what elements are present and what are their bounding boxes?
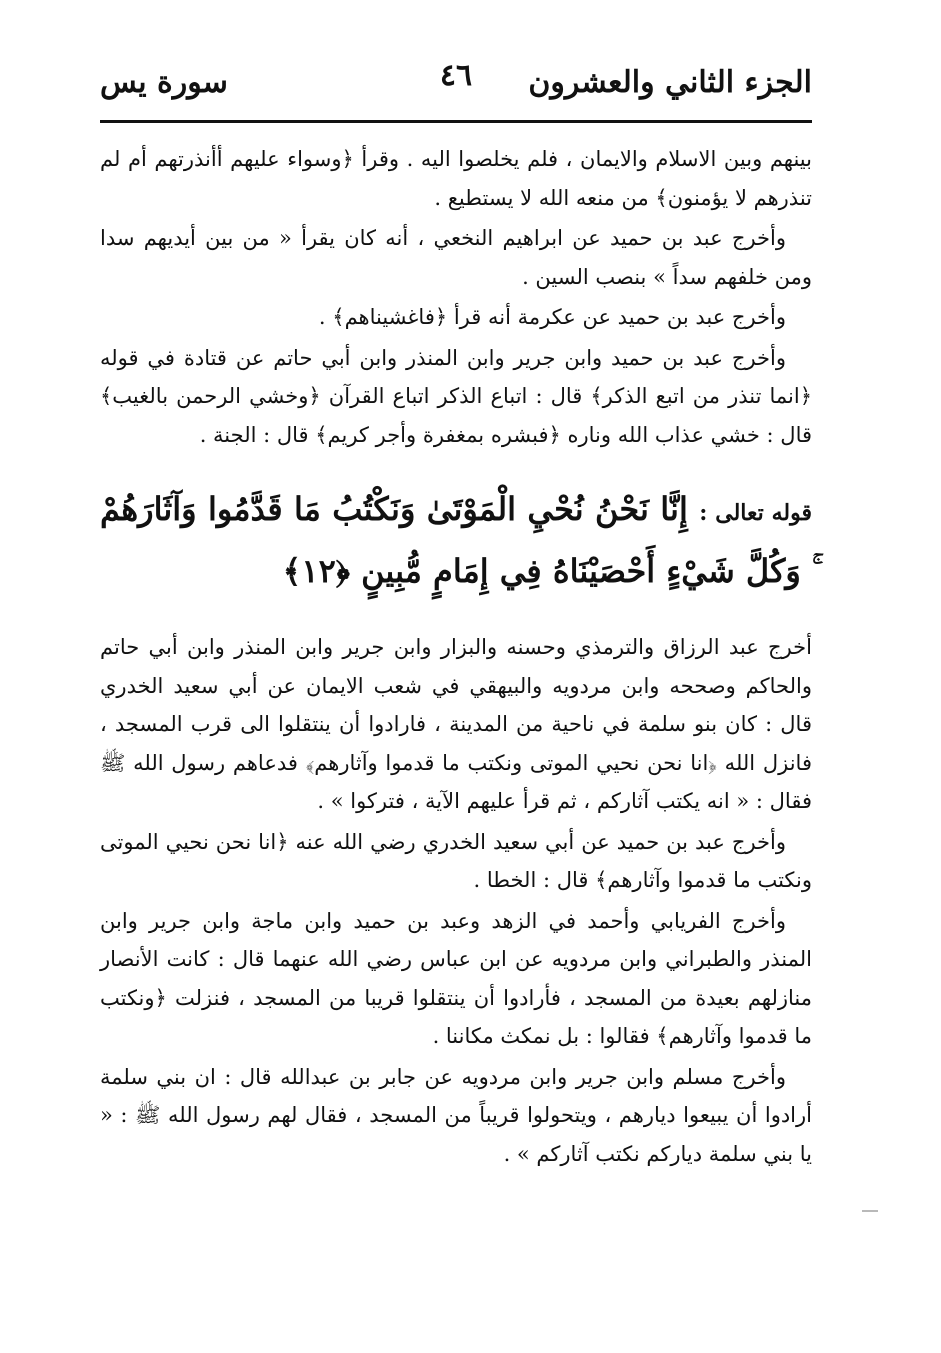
page-number: ٤٦ (439, 58, 473, 93)
part-title: الجزء الثاني والعشرون (528, 64, 812, 100)
paragraph: وأخرج الفريابي وأحمد في الزهد وعبد بن حميد وابن ماجة وابن جرير وابن المنذر والطبراني وابن مردويه عن ابن عباس رضي الله عنهما قال : كانت الأنصار منازلهم بعيدة من المسجد ، فأرادوا أن ينتقلوا قريبا من المسجد ، فنزلت ﴿ونكتب ما قدموا وآثارهم﴾ فقالوا : بل نمكث مكاننا . (100, 908, 812, 1048)
paragraph: أخرج عبد الرزاق والترمذي وحسنه والبزار وابن جرير وابن المنذر وابن أبي حاتم والحاكم وصححه وابن مردويه والبيهقي في شعب الايمان عن أبي سعيد الخدري قال : كان بنو سلمة في ناحية من المدينة ، فارادوا أن ينتقلوا الى قرب المسجد ، فانزل الله ﴿انا نحن نحيي الموتى ونكتب ما قدموا وآثارهم﴾ فدعاهم رسول الله ﷺ فقال : « انه يكتب آثاركم ، ثم قرأ عليهم الآية ، فتركوا » . (100, 635, 812, 813)
verse-lead: قوله تعالى : (699, 500, 812, 526)
paragraph: وأخرج عبد بن حميد عن ابراهيم النخعي ، أنه كان يقرأ « من بين أيديهم سدا ومن خلفهم سداً » بنصب السين . (100, 226, 812, 289)
paragraph: وأخرج مسلم وابن جرير وابن مردويه عن جابر بن عبدالله قال : ان بني سلمة أرادوا أن يبيعوا ديارهم ، ويتحولوا قريباً من المسجد ، فقال لهم رسول الله ﷺ : « يا بني سلمة دياركم نكتب آثاركم » . (100, 1064, 812, 1166)
page-body (100, 140, 812, 1175)
paragraph: بينهم وبين الاسلام والايمان ، فلم يخلصوا اليه . وقرأ ﴿وسواء عليهم أأنذرتهم أم لم تنذرهم لا يؤمنون﴾ من منعه الله لا يستطيع . (100, 147, 812, 210)
page-header (100, 52, 812, 112)
verse-text: إِنَّا نَحْنُ نُحْيِ الْمَوْتَىٰ وَنَكْتُبُ مَا قَدَّمُوا وَآثَارَهُمْ ۚ وَكُلَّ شَيْءٍ أَحْصَيْنَاهُ فِي إِمَامٍ مُّبِينٍ ﴿١٢﴾ (100, 490, 812, 590)
paragraph: وأخرج عبد بن حميد وابن جرير وابن المنذر وابن أبي حاتم عن قتادة في قوله ﴿انما تنذر من اتبع الذكر﴾ قال : اتباع الذكر اتباع القرآن ﴿وخشي الرحمن بالغيب﴾ قال : خشي عذاب الله وناره ﴿فبشره بمغفرة وأجر كريم﴾ قال : الجنة . (100, 345, 812, 447)
quran-verse (100, 480, 812, 600)
paragraph: وأخرج عبد بن حميد عن أبي سعيد الخدري رضي الله عنه ﴿انا نحن نحيي الموتى ونكتب ما قدموا وآثارهم﴾ قال : الخطا . (100, 829, 812, 892)
header-rule (100, 120, 812, 123)
margin-mark (862, 1210, 878, 1212)
surah-title: سورة يس (100, 64, 228, 100)
paragraph: وأخرج عبد بن حميد عن عكرمة أنه قرأ ﴿فاغشيناهم﴾ . (318, 305, 786, 329)
